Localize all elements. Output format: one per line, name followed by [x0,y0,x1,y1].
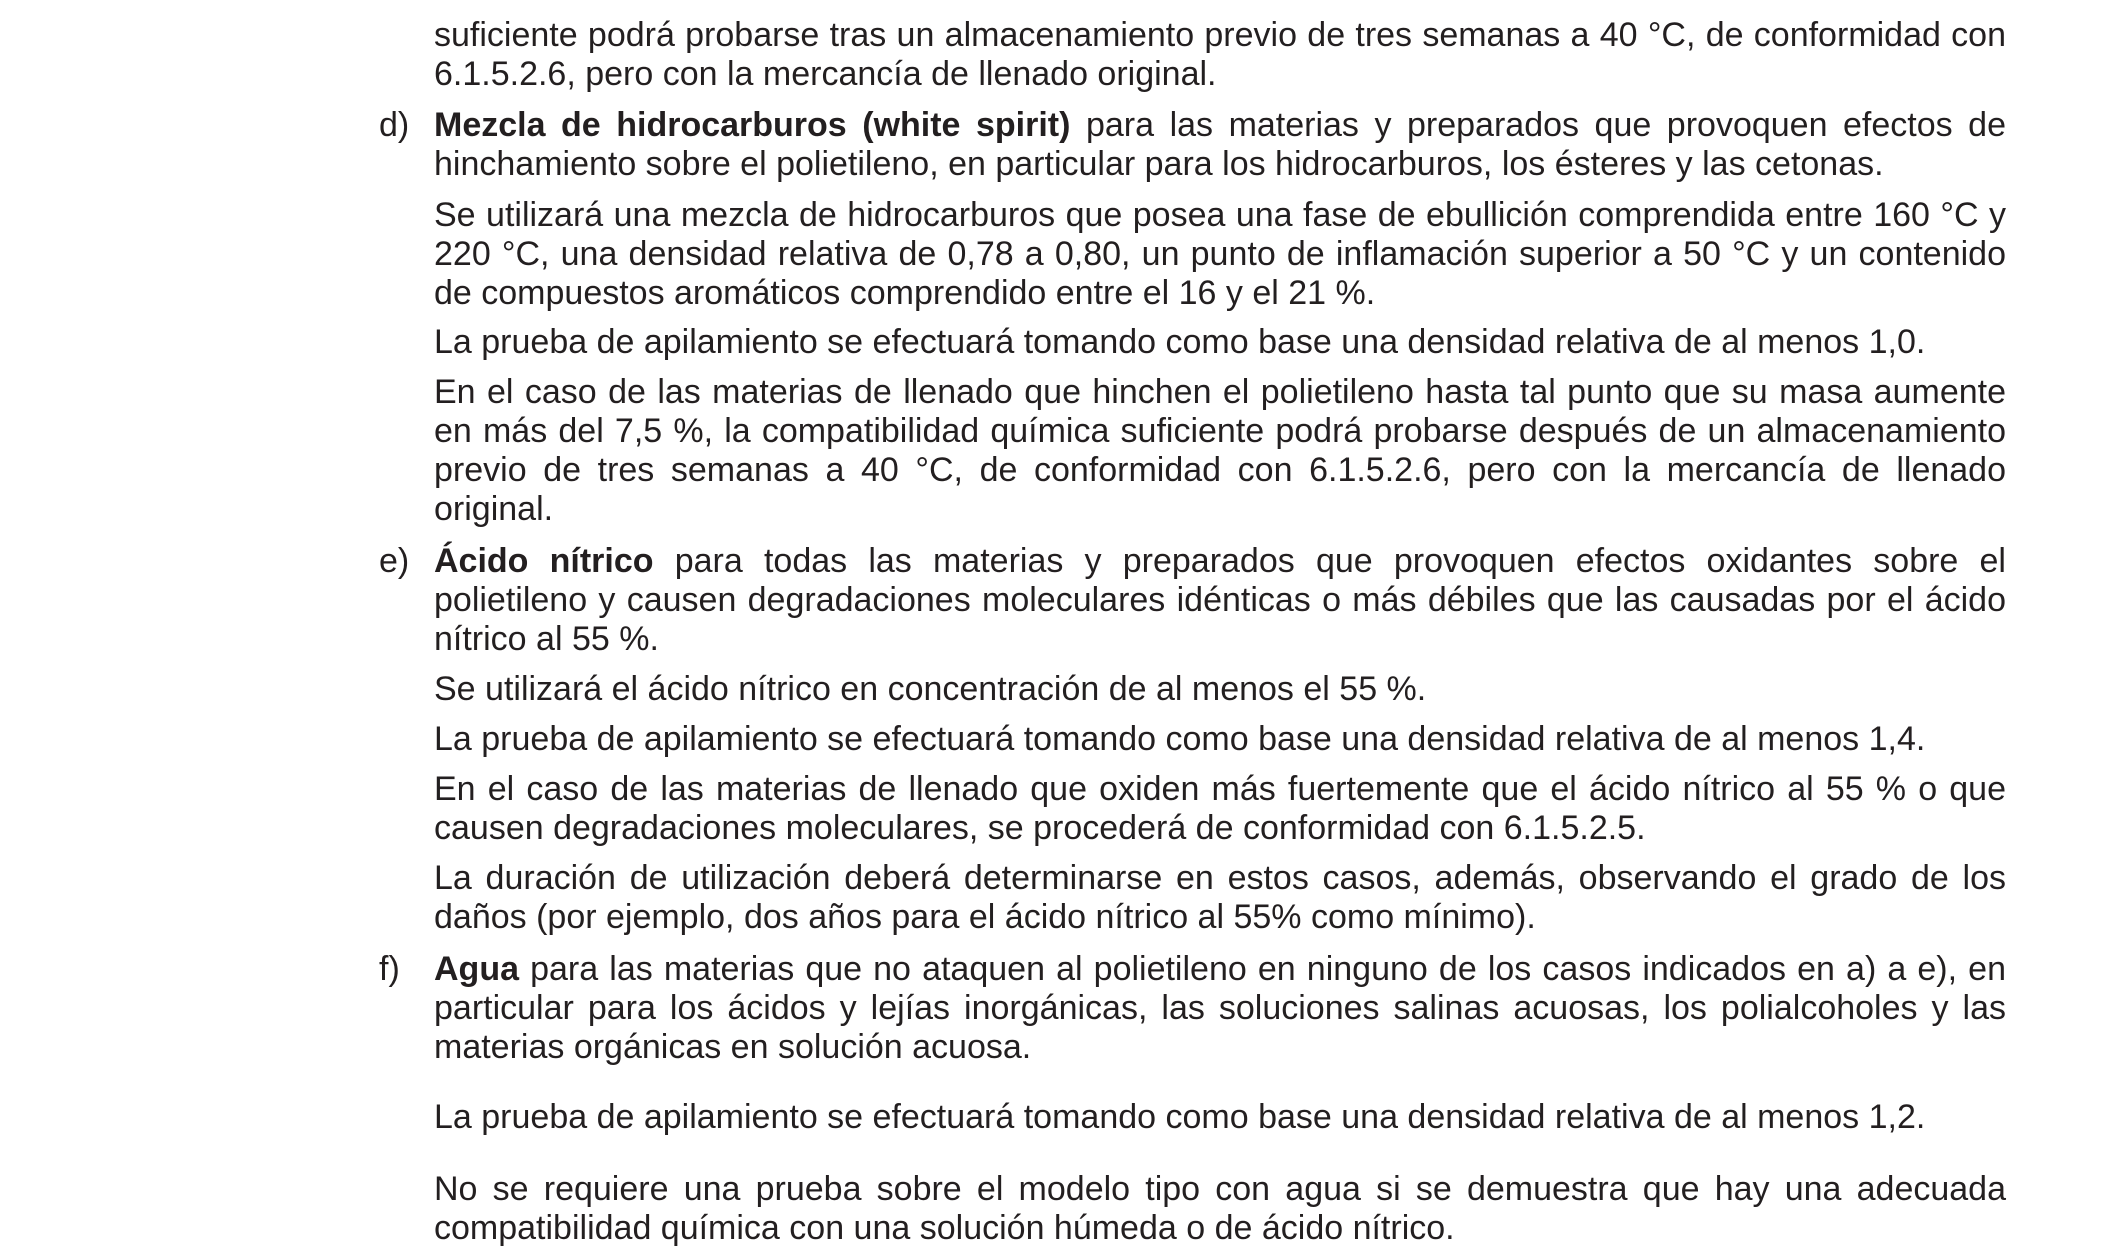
item-d-label: d) [379,106,410,144]
item-f-intro-text: para las materias que no ataquen al polietileno en ninguno de los casos indicados en a) a e), en particular para los ácidos y lejías inorgánicas, las soluciones salinas acuosas, los polialcoholes y las materias orgánicas en solución acuosa. [434,950,2006,1066]
item-e-paragraph-4: La duración de utilización deberá determinarse en estos casos, además, observando el grado de los daños (por ejemplo, dos años para el ácido nítrico al 55% como mínimo). [434,859,2006,936]
item-e-paragraph-2: La prueba de apilamiento se efectuará tomando como base una densidad relativa de al menos 1,4. [434,720,1926,758]
item-f-title: Agua [434,950,519,988]
continuation-paragraph: suficiente podrá probarse tras un almacenamiento previo de tres semanas a 40 °C, de conformidad con 6.1.5.2.6, pero con la mercancía de llenado original. [434,16,2006,93]
item-d-intro [434,106,2006,184]
item-d-paragraph-3: En el caso de las materias de llenado que hinchen el polietileno hasta tal punto que su masa aumente en más del 7,5 %, la compatibilidad química suficiente podrá probarse después de un almacenamiento previo de tres semanas a 40 °C, de conformidad con 6.1.5.2.6, pero con la mercancía de llenado original. [434,373,2006,528]
item-e-paragraph-3: En el caso de las materias de llenado que oxiden más fuertemente que el ácido nítrico al 55 % o que causen degradaciones moleculares, se procederá de conformidad con 6.1.5.2.5. [434,770,2006,847]
item-d-paragraph-1: Se utilizará una mezcla de hidrocarburos que posea una fase de ebullición comprendida entre 160 °C y 220 °C, una densidad relativa de 0,78 a 0,80, un punto de inflamación superior a 50 °C y un contenido de compuestos aromáticos comprendido entre el 16 y el 21 %. [434,196,2006,312]
item-e-intro [434,542,2006,659]
item-e-intro-text: para todas las materias y preparados que provoquen efectos oxidantes sobre el polietileno y causen degradaciones moleculares idénticas o más débiles que las causadas por el ácido nítrico al 55 %. [434,542,2006,658]
item-f-paragraph-2: No se requiere una prueba sobre el modelo tipo con agua si se demuestra que hay una adecuada compatibilidad química con una solución húmeda o de ácido nítrico. [434,1170,2006,1247]
item-e-paragraph-1: Se utilizará el ácido nítrico en concentración de al menos el 55 %. [434,670,1427,708]
item-e-label: e) [379,542,410,580]
item-f-intro [434,950,2006,1067]
item-d-title: Mezcla de hidrocarburos (white spirit) [434,106,1071,144]
item-d-paragraph-2: La prueba de apilamiento se efectuará tomando como base una densidad relativa de al menos 1,0. [434,323,1926,361]
item-d-intro-text: para las materias y preparados que provoquen efectos de hinchamiento sobre el polietileno, en particular para los hidrocarburos, los ésteres y las cetonas. [434,106,2006,183]
item-f-paragraph-1: La prueba de apilamiento se efectuará tomando como base una densidad relativa de al menos 1,2. [434,1098,1926,1136]
item-e-title: Ácido nítrico [434,542,654,580]
item-f-label: f) [379,950,400,988]
